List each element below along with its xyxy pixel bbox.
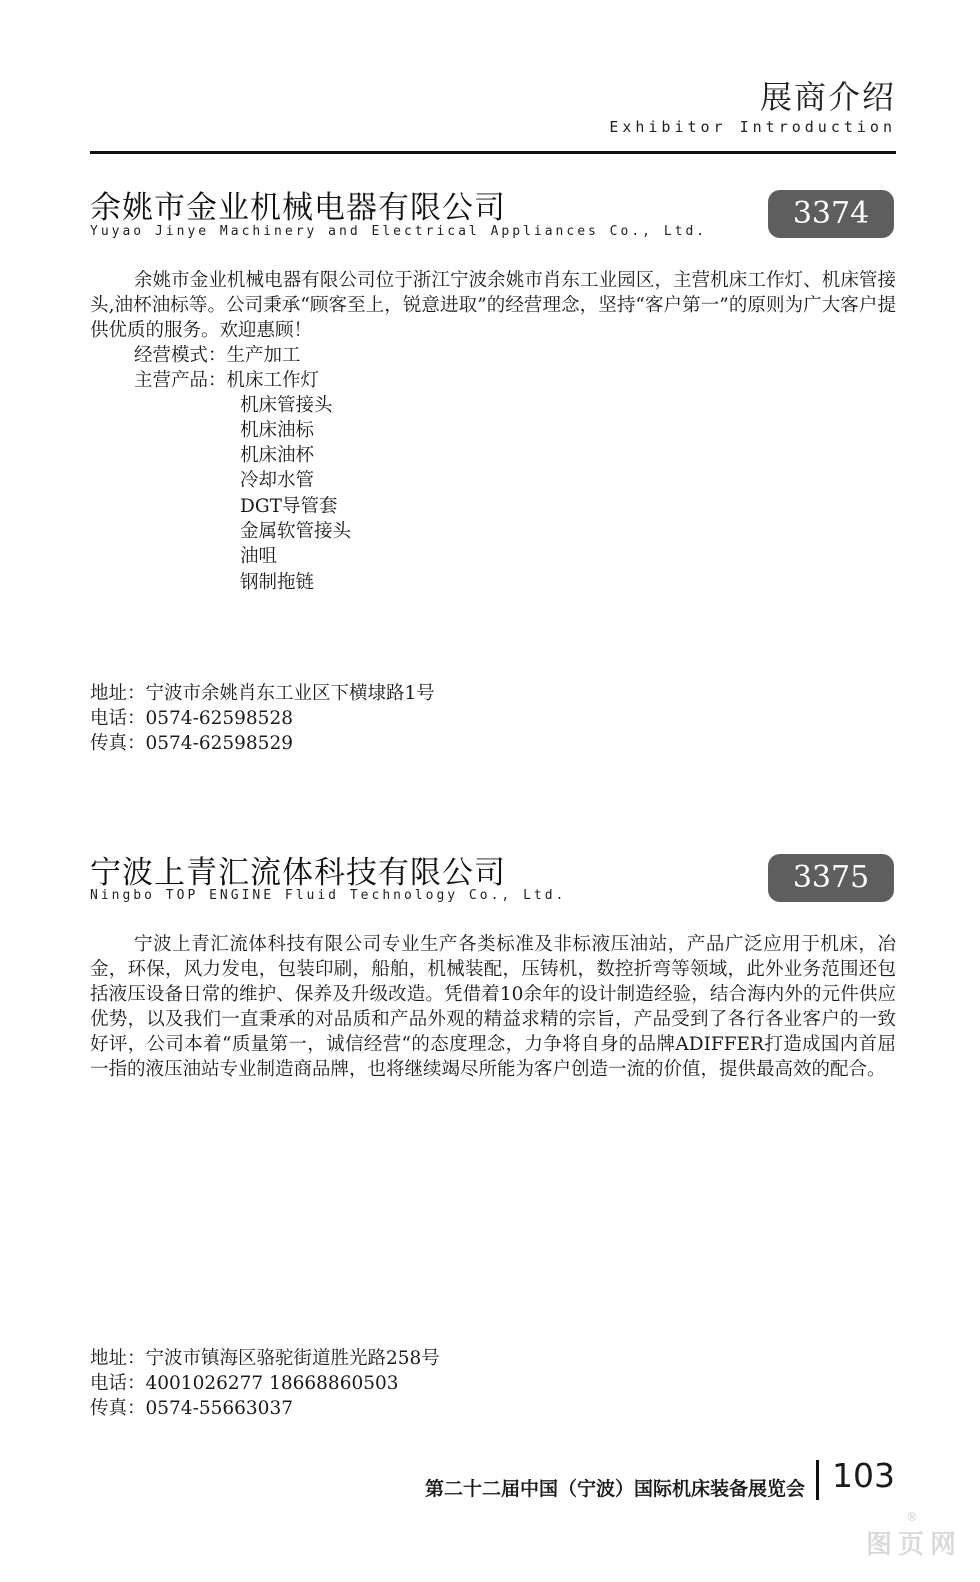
exhibitor-1-products-label: 主营产品：机床工作灯 <box>134 370 320 391</box>
exhibitor-1-booth-badge: 3374 <box>768 190 894 238</box>
exhibitor-1-phone: 电话：0574-62598528 <box>90 708 293 729</box>
exhibitor-1-product-item: 冷却水管 <box>240 470 315 491</box>
section-subtitle: Exhibitor Introduction <box>609 118 896 136</box>
exhibitor-2-phone: 电话：4001026277 18668860503 <box>90 1373 399 1394</box>
exhibitor-1-product-item: 油咀 <box>240 546 278 567</box>
exhibitor-1-product-item: 机床油标 <box>240 420 315 441</box>
registered-mark-icon: ® <box>906 1510 918 1524</box>
exhibitor-1-business-mode: 经营模式：生产加工 <box>134 345 301 366</box>
exhibitor-1-address: 地址：宁波市余姚肖东工业区下横埭路1号 <box>90 683 435 704</box>
exhibitor-2-description: 宁波上青汇流体科技有限公司专业生产各类标准及非标液压油站，产品广泛应用于机床，冶金，环保，风力发电，包装印刷，船舶，机械装配，压铸机，数控折弯等领域，此外业务范围还包括液压设备日常的维护、保养及升级改造。凭借着10余年的设计制造经验，结合海内外的元件供应优势，以及我们一直秉承的对品质和产品外观的精益求精的宗旨，产品受到了各行各业客户的一致好评，公司本着“质量第一，诚信经营“的态度理念，力争将自身的品牌ADIFFER打造成国内首屈一指的液压油站专业制造商品牌，也将继续竭尽所能为客户创造一流的价值，提供最高效的配合。 <box>90 934 896 1080</box>
exhibitor-2-fax: 传真：0574-55663037 <box>90 1398 293 1419</box>
exhibitor-1-description: 余姚市金业机械电器有限公司位于浙江宁波余姚市肖东工业园区，主营机床工作灯、机床管接头,油杯油标等。公司秉承“顾客至上，锐意进取”的经营理念，坚持“客户第一”的原则为广大客户提供优质的服务。欢迎惠顾！ <box>90 270 896 341</box>
exhibitor-1-product-item: 机床管接头 <box>240 395 333 416</box>
exhibitor-2-address: 地址：宁波市镇海区骆驼街道胜光路258号 <box>90 1348 440 1369</box>
exhibitor-1-product-item: 金属软管接头 <box>240 521 352 542</box>
page-number: 103 <box>832 1456 895 1495</box>
section-title: 展商介绍 <box>759 78 896 116</box>
exhibitor-2-name-cn: 宁波上青汇流体科技有限公司 <box>90 855 506 891</box>
exhibitor-1-product-item: 机床油杯 <box>240 445 315 466</box>
exhibition-name: 第二十二届中国（宁波）国际机床装备展览会 <box>424 1478 805 1500</box>
exhibitor-1-product-item: 钢制拖链 <box>240 572 315 593</box>
footer-divider <box>816 1460 819 1500</box>
exhibitor-2-name-en: Ningbo TOP ENGINE Fluid Technology Co., Ltd. <box>90 888 567 903</box>
exhibitor-1-product-item: DGT导管套 <box>240 496 338 517</box>
watermark-logo: 图页网 <box>866 1530 963 1560</box>
exhibitor-2-booth-badge: 3375 <box>768 854 894 902</box>
exhibitor-1-name-cn: 余姚市金业机械电器有限公司 <box>90 190 506 226</box>
exhibitor-1-fax: 传真：0574-62598529 <box>90 733 293 754</box>
header-divider <box>90 151 896 154</box>
exhibitor-1-name-en: Yuyao Jinye Machinery and Electrical Appliances Co., Ltd. <box>90 224 708 239</box>
